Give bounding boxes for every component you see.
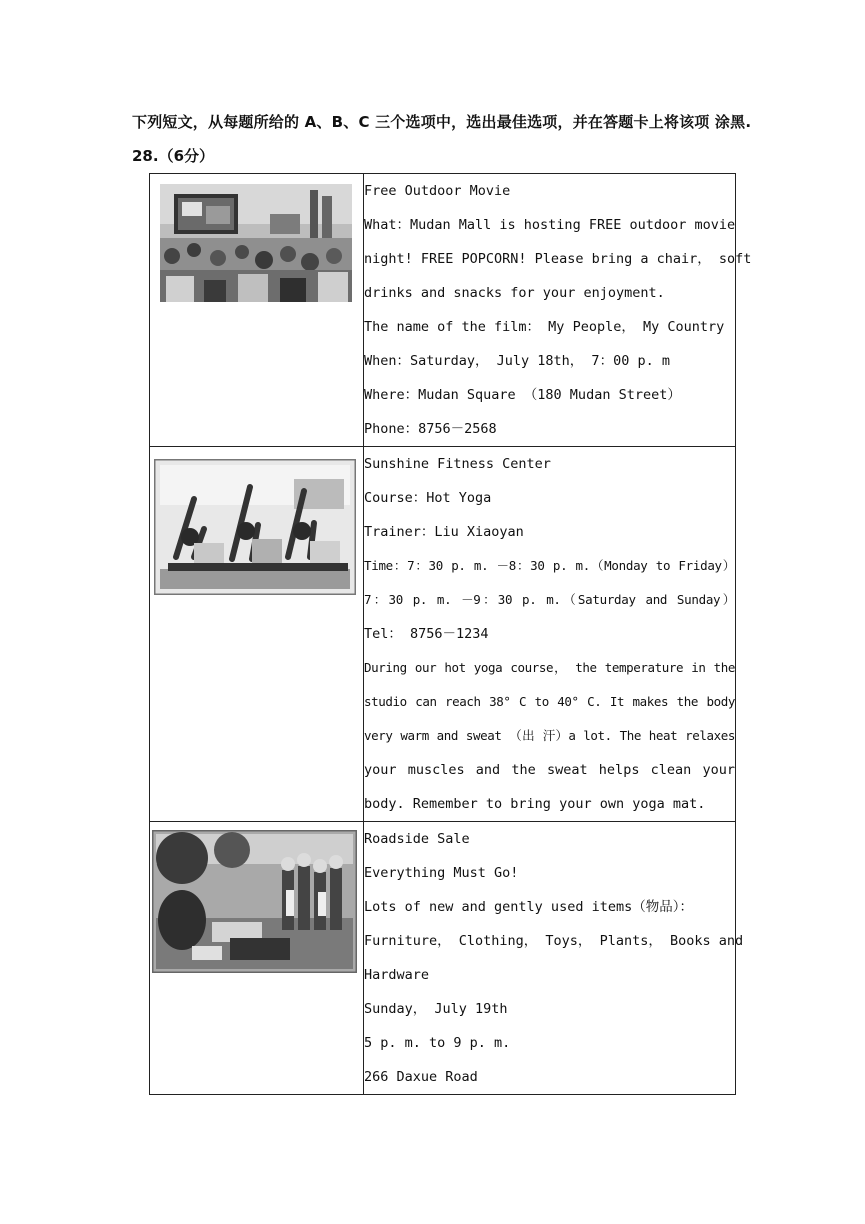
ad-photo-cell	[150, 822, 364, 1095]
ad-line: Course：Hot Yoga	[364, 490, 492, 506]
ad-line: drinks and snacks for your enjoyment.	[364, 285, 665, 301]
ad-line: your muscles and the sweat helps clean your	[364, 762, 735, 778]
ad-line: Hardware	[364, 967, 430, 983]
ads-table	[149, 173, 752, 1095]
ad-photo-cell	[150, 174, 364, 447]
ad-row-sale	[150, 822, 736, 1095]
ad-title: Sunshine Fitness Center	[364, 456, 551, 472]
ad-text-cell	[364, 174, 752, 447]
ad-line: Lots of new and gently used items（物品）：	[364, 899, 693, 915]
ad-line: When：Saturday， July 18th， 7：00 p. m	[364, 353, 670, 369]
ad-line: night! FREE POPCORN! Please bring a chair， soft	[364, 251, 752, 267]
ad-line: Furniture， Clothing， Toys， Plants， Books and	[364, 933, 744, 949]
ad-row-yoga	[150, 447, 736, 822]
ad-line: Sunday， July 19th	[364, 1001, 508, 1017]
instruction-text: 下列短文，从每题所给的 A、B、C 三个选项中，选出最佳选项，并在答题卡上将该项 涂黑.	[132, 113, 752, 131]
question-number: 28.（6分）	[132, 147, 215, 165]
ad-text-cell	[364, 447, 736, 822]
ad-line: studio can reach 38° C to 40° C. It makes the body	[364, 694, 735, 709]
ad-line: During our hot yoga course， the temperature in the	[364, 660, 735, 675]
outdoor-movie-crowd-photo	[160, 184, 352, 302]
ad-line: The name of the film： My People， My Country	[364, 319, 725, 335]
ad-line: Tel： 8756－1234	[364, 626, 489, 642]
ad-line: Where：Mudan Square （180 Mudan Street）	[364, 387, 681, 403]
ad-line: 5 p. m. to 9 p. m.	[364, 1035, 511, 1051]
ad-line: Trainer：Liu Xiaoyan	[364, 524, 524, 540]
ad-line: Phone：8756－2568	[364, 421, 497, 437]
ad-line: very warm and sweat （出 汗）a lot. The heat relaxes	[364, 728, 735, 743]
ad-title: Roadside Sale	[364, 831, 470, 847]
ad-line: body. Remember to bring your own yoga mat.	[364, 796, 706, 812]
ad-title: Free Outdoor Movie	[364, 183, 511, 199]
yoga-class-photo	[154, 459, 356, 595]
ad-text-cell	[364, 822, 744, 1095]
ad-line: 7：30 p. m. －9：30 p. m.（Saturday and Sunday）	[364, 592, 735, 607]
ad-line: Time：7：30 p. m. －8：30 p. m.（Monday to Friday）	[364, 558, 735, 573]
ad-photo-cell	[150, 447, 364, 822]
ad-line: Everything Must Go!	[364, 865, 519, 881]
ad-line: What：Mudan Mall is hosting FREE outdoor movie	[364, 217, 736, 233]
ad-row-movie	[150, 174, 736, 447]
roadside-sale-photo	[152, 830, 357, 973]
ad-line: 266 Daxue Road	[364, 1069, 478, 1085]
